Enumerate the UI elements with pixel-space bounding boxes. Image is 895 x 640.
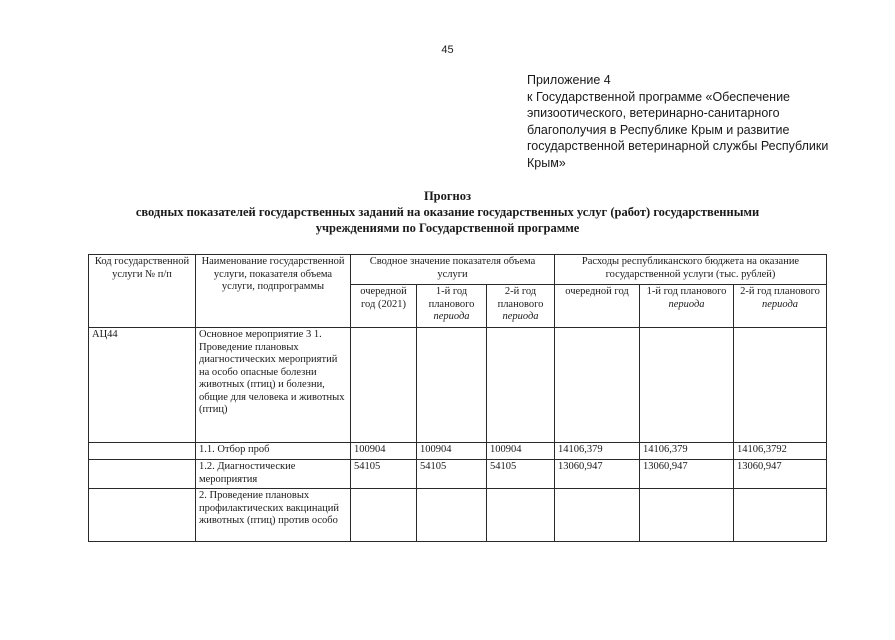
header-expense-group: Расходы республиканского бюджета на оказание государственной услуги (тыс. рублей) bbox=[555, 255, 827, 285]
header-name: Наименование государственной услуги, показателя объема услуги, подпрограммы bbox=[196, 255, 351, 328]
cell-name: Основное мероприятие 3 1. Проведение плановых диагностических мероприятий на особо опасные болезни животных (птиц) и болезни, общие для человека и животных (птиц) bbox=[196, 328, 351, 443]
header-vol-current: очередной год (2021) bbox=[351, 285, 417, 328]
header-code: Код государственной услуги № п/п bbox=[89, 255, 196, 328]
cell-exp-year1 bbox=[640, 489, 734, 542]
table-header-row bbox=[89, 255, 827, 285]
cell-vol-year1 bbox=[417, 489, 487, 542]
cell-vol-year2: 54105 bbox=[487, 460, 555, 489]
cell-vol-current: 54105 bbox=[351, 460, 417, 489]
page-number: 45 bbox=[441, 44, 454, 56]
header-vol-year2-period: периода bbox=[502, 311, 539, 322]
header-exp-year1-text: 1-й год планового bbox=[646, 286, 727, 297]
cell-name: 2. Проведение плановых профилактических вакцинаций животных (птиц) против особо bbox=[196, 489, 351, 542]
table-row bbox=[89, 443, 827, 460]
cell-exp-current: 13060,947 bbox=[555, 460, 640, 489]
cell-exp-year1: 14106,379 bbox=[640, 443, 734, 460]
cell-exp-current bbox=[555, 489, 640, 542]
cell-vol-year1: 100904 bbox=[417, 443, 487, 460]
header-vol-year1 bbox=[417, 285, 487, 328]
cell-code bbox=[89, 460, 196, 489]
cell-exp-year1: 13060,947 bbox=[640, 460, 734, 489]
cell-exp-current bbox=[555, 328, 640, 443]
cell-exp-current: 14106,379 bbox=[555, 443, 640, 460]
appendix-line: государственной ветеринарной службы Республики bbox=[527, 139, 829, 153]
table-row bbox=[89, 460, 827, 489]
header-vol-year1-period: периода bbox=[433, 311, 470, 322]
header-volume-group: Сводное значение показателя объема услуги bbox=[351, 255, 555, 285]
cell-vol-current bbox=[351, 489, 417, 542]
heading-line: учреждениями по Государственной программе bbox=[315, 221, 580, 235]
appendix-line: Приложение 4 bbox=[527, 73, 611, 87]
header-exp-year2-text: 2-й год планового bbox=[740, 286, 820, 297]
cell-exp-year2: 13060,947 bbox=[734, 460, 827, 489]
table-row bbox=[89, 489, 827, 542]
forecast-table bbox=[88, 254, 827, 542]
cell-vol-year2 bbox=[487, 489, 555, 542]
heading-line: сводных показателей государственных заданий на оказание государственных услуг (работ) государственными bbox=[135, 205, 760, 219]
header-exp-current: очередной год bbox=[555, 285, 640, 328]
cell-exp-year2: 14106,3792 bbox=[734, 443, 827, 460]
cell-code bbox=[89, 443, 196, 460]
cell-code bbox=[89, 489, 196, 542]
header-exp-year2-period: периода bbox=[761, 298, 799, 310]
cell-code: АЦ44 bbox=[89, 328, 196, 443]
appendix-line: к Государственной программе «Обеспечение bbox=[527, 89, 791, 104]
cell-vol-year2: 100904 bbox=[487, 443, 555, 460]
table-row bbox=[89, 328, 827, 443]
cell-exp-year1 bbox=[640, 328, 734, 443]
header-vol-year2 bbox=[487, 285, 555, 328]
document-heading bbox=[0, 188, 895, 236]
appendix-line: благополучия в Республике Крым и развитие bbox=[527, 122, 790, 137]
header-vol-year1-text: 1-й год планового bbox=[428, 286, 475, 310]
header-exp-year1 bbox=[640, 285, 734, 328]
cell-name: 1.2. Диагностические мероприятия bbox=[196, 460, 351, 489]
cell-vol-year1: 54105 bbox=[417, 460, 487, 489]
cell-exp-year2 bbox=[734, 489, 827, 542]
appendix-line: эпизоотического, ветеринарно-санитарного bbox=[527, 106, 780, 120]
appendix-line: Крым» bbox=[527, 155, 566, 170]
cell-vol-year1 bbox=[417, 328, 487, 443]
header-exp-year2 bbox=[734, 285, 827, 328]
cell-vol-current bbox=[351, 328, 417, 443]
heading-title: Прогноз bbox=[423, 189, 472, 203]
appendix-note bbox=[527, 72, 867, 171]
cell-vol-year2 bbox=[487, 328, 555, 443]
cell-name: 1.1. Отбор проб bbox=[196, 443, 351, 460]
header-vol-year2-text: 2-й год планового bbox=[497, 286, 544, 310]
cell-exp-year2 bbox=[734, 328, 827, 443]
cell-vol-current: 100904 bbox=[351, 443, 417, 460]
header-exp-year1-period: периода bbox=[668, 298, 705, 310]
